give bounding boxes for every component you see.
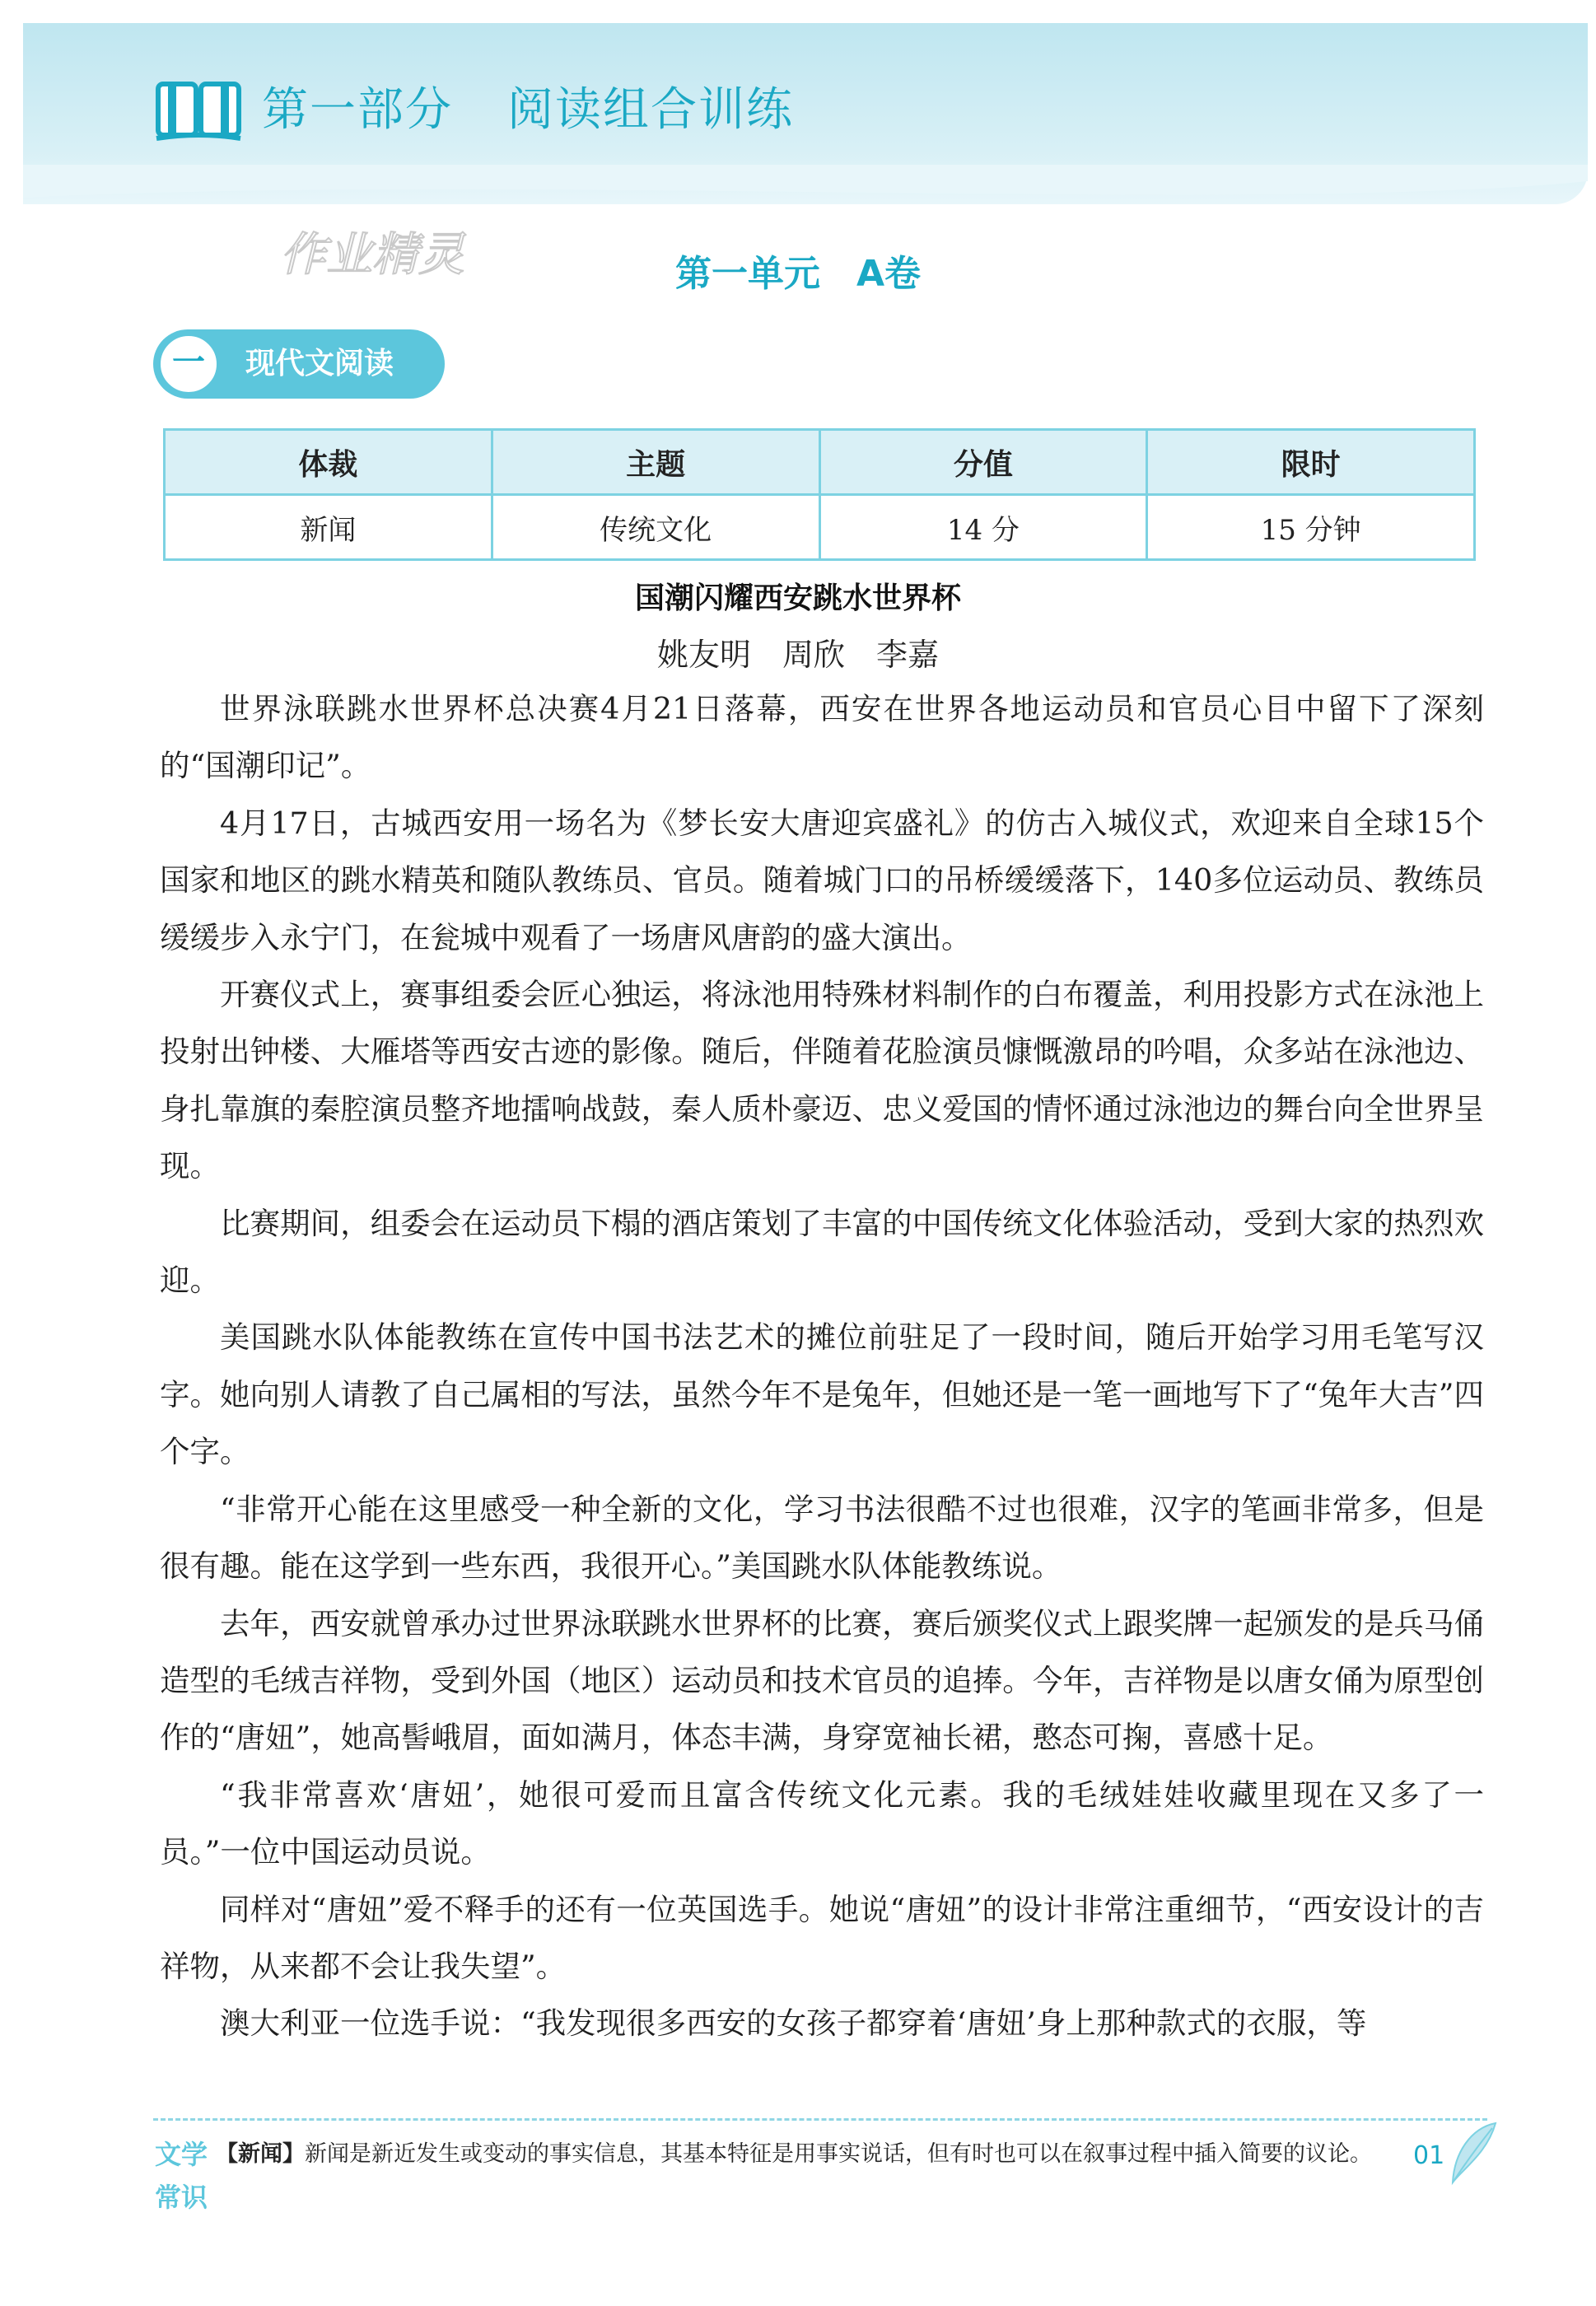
reading-info-table xyxy=(163,428,1476,561)
article-authors: 姚友明 周欣 李嘉 xyxy=(656,637,939,673)
open-book-icon xyxy=(155,81,242,143)
article-title: 国潮闪耀西安跳水世界杯 xyxy=(634,581,961,615)
footer-note-text: 新闻是新近发生或变动的事实信息，其基本特征是用事实说话，但有时也可以在叙事过程中插入简要的议论。 xyxy=(305,2141,1372,2167)
paragraph: 开赛仪式上，赛事组委会匠心独运，将泳池用特殊材料制作的白布覆盖，利用投影方式在泳池上投射出钟楼、大雁塔等西安古迹的影像。随后，伴随着花脸演员慷慨激昂的吟唱，众多站在泳池边、身扎靠旗的秦腔演员整齐地擂响战鼓，秦人质朴豪迈、忠义爱国的情怀通过泳池边的舞台向全世界呈现。 xyxy=(160,977,1484,1184)
value-score: 14 分 xyxy=(819,495,1147,560)
paragraph: “非常开心能在这里感受一种全新的文化，学习书法很酷不过也很难，汉字的笔画非常多，但是很有趣。能在这学到一些东西，我很开心。”美国跳水队体能教练说。 xyxy=(160,1491,1484,1585)
header-theme: 主题 xyxy=(492,430,819,495)
section-label: 现代文阅读 xyxy=(245,347,394,380)
paragraph: 美国跳水队体能教练在宣传中国书法艺术的摊位前驻足了一段时间，随后开始学习用毛笔写汉字。她向别人请教了自己属相的写法，虽然今年不是兔年，但她还是一笔一画地写下了“兔年大吉”四个字。 xyxy=(160,1319,1484,1470)
footer-note xyxy=(216,2133,1393,2176)
part-title xyxy=(262,76,794,145)
header-genre: 体裁 xyxy=(165,430,492,495)
header-score: 分值 xyxy=(819,430,1147,495)
value-genre: 新闻 xyxy=(165,495,492,560)
feather-icon xyxy=(1446,2120,1504,2186)
paragraph: 同样对“唐妞”爱不释手的还有一位英国选手。她说“唐妞”的设计非常注重细节，“西安设计的吉祥物，从来都不会让我失望”。 xyxy=(160,1891,1484,1984)
paragraph: 比赛期间，组委会在运动员下榻的酒店策划了丰富的中国传统文化体验活动，受到大家的热烈欢迎。 xyxy=(160,1205,1484,1299)
value-theme: 传统文化 xyxy=(492,495,819,560)
footer-note-tag: 【新闻】 xyxy=(216,2141,305,2167)
article-body xyxy=(160,680,1484,2052)
paragraph: 4月17日，古城西安用一场名为《梦长安大唐迎宾盛礼》的仿古入城仪式，欢迎来自全球15个国家和地区的跳水精英和随队教练员、官员。随着城门口的吊桥缓缓落下，140多位运动员、教练员缓缓步入永宁门，在瓮城中观看了一场唐风唐韵的盛大演出。 xyxy=(160,805,1484,955)
page-number: 01 xyxy=(1413,2141,1445,2170)
part-label: 第一部分 xyxy=(262,83,453,137)
header-time-limit: 限时 xyxy=(1147,430,1475,495)
paragraph: “我非常喜欢‘唐妞’，她很可爱而且富含传统文化元素。我的毛绒娃娃收藏里现在又多了一员。”一位中国运动员说。 xyxy=(160,1776,1484,1870)
footer-label: 文学常识 xyxy=(155,2139,208,2213)
value-time-limit: 15 分钟 xyxy=(1147,495,1475,560)
unit-title: 第一单元 A卷 xyxy=(674,253,922,295)
section-number: 一 xyxy=(172,343,205,381)
footer-divider xyxy=(153,2118,1487,2121)
banner-wave-decoration xyxy=(23,165,1588,214)
watermark-text: 作业精灵 xyxy=(280,228,464,282)
info-table-header-row xyxy=(165,430,1475,495)
info-table-value-row xyxy=(165,495,1475,560)
paragraph: 澳大利亚一位选手说：“我发现很多西安的女孩子都穿着‘唐妞’身上那种款式的衣服，等 xyxy=(220,2005,1367,2042)
paragraph: 世界泳联跳水世界杯总决赛4月21日落幕，西安在世界各地运动员和官员心目中留下了深刻的“国潮印记”。 xyxy=(160,691,1484,784)
part-name: 阅读组合训练 xyxy=(507,83,794,137)
paragraph: 去年，西安就曾承办过世界泳联跳水世界杯的比赛，赛后颁奖仪式上跟奖牌一起颁发的是兵马俑造型的毛绒吉祥物，受到外国（地区）运动员和技术官员的追捧。今年，吉祥物是以唐女俑为原型创作的“唐妞”，她高髻峨眉，面如满月，体态丰满，身穿宽袖长裙，憨态可掬，喜感十足。 xyxy=(160,1605,1484,1756)
